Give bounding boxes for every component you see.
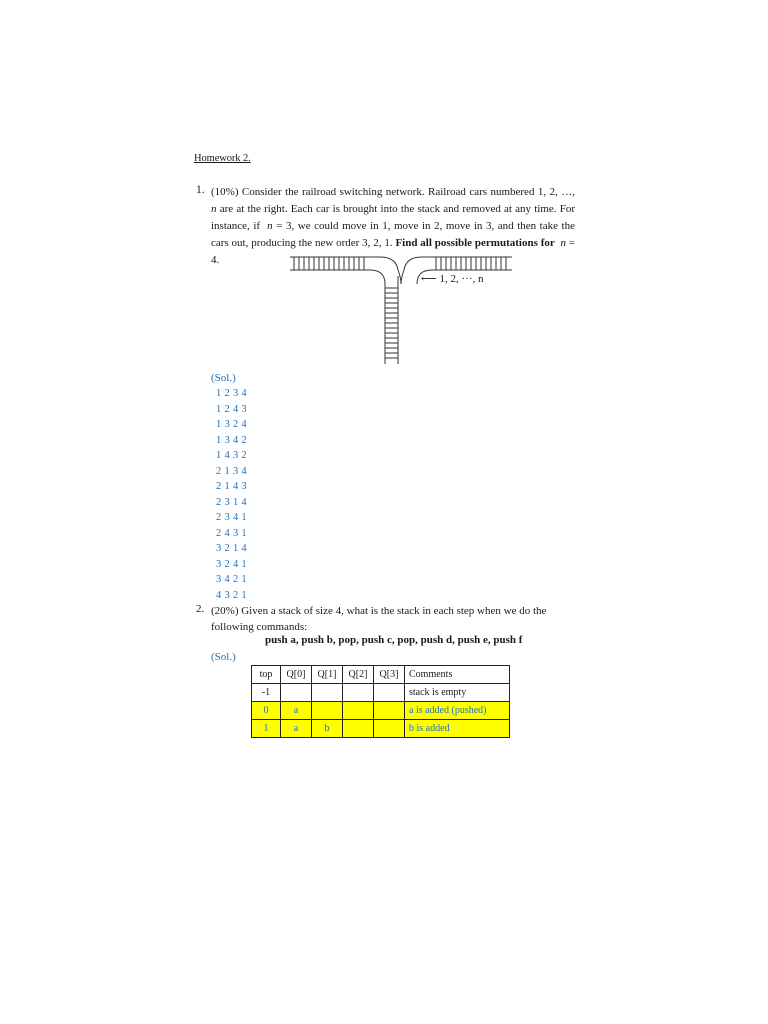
header-q1: Q[1] xyxy=(312,666,343,684)
permutation-item: 2 1 4 3 xyxy=(216,481,247,492)
header-q0: Q[0] xyxy=(281,666,312,684)
cell-q0: a xyxy=(281,720,312,738)
homework-title: Homework 2. xyxy=(194,153,251,164)
stack-track-ties xyxy=(385,288,398,358)
cell-q1 xyxy=(312,702,343,720)
permutation-item: 1 2 4 3 xyxy=(216,403,247,415)
permutation-item: 2 3 4 1 xyxy=(216,512,247,523)
right-track-ties xyxy=(436,257,506,270)
cell-q0 xyxy=(281,684,312,702)
question-1-number: 1. xyxy=(196,184,205,196)
cell-q2 xyxy=(343,720,374,738)
header-q3: Q[3] xyxy=(374,666,405,684)
header-top: top xyxy=(252,666,281,684)
stack-table-row xyxy=(252,684,510,702)
cell-top: 0 xyxy=(252,702,281,720)
permutation-item: 3 2 4 1 xyxy=(216,558,247,570)
cell-q3 xyxy=(374,702,405,720)
cell-top: -1 xyxy=(252,684,281,702)
stack-table-header-row xyxy=(252,666,510,684)
cell-comments: stack is empty xyxy=(405,684,510,702)
question-2-text: (20%) Given a stack of size 4, what is the stack in each step when we do the following commands: xyxy=(211,605,547,633)
stack-table-row xyxy=(252,702,510,720)
cell-q2 xyxy=(343,702,374,720)
permutation-item: 1 4 3 2 xyxy=(216,450,247,461)
permutation-item: 2 1 3 4 xyxy=(216,465,247,477)
cell-q1: b xyxy=(312,720,343,738)
permutation-item: 3 2 1 4 xyxy=(216,543,247,554)
solution-1-label: (Sol.) xyxy=(211,372,236,384)
cell-q2 xyxy=(343,684,374,702)
cell-comments: b is added xyxy=(405,720,510,738)
question-1-text: (10%) Consider the railroad switching network. Railroad cars numbered 1, 2, …, n are at the right. Each car is brought into the stack and removed at any time. For instance, if n = 3, we could move in 1, move in 2, move in 3, and then take the cars out, producing the new order 3, 2, 1. Find all possible permutations for n = 4. xyxy=(211,186,576,266)
stack-table-row xyxy=(252,720,510,738)
cell-top: 1 xyxy=(252,720,281,738)
header-comments: Comments xyxy=(405,666,510,684)
permutation-item: 1 3 4 2 xyxy=(216,434,247,446)
permutation-item: 1 3 2 4 xyxy=(216,419,247,430)
cell-q3 xyxy=(374,720,405,738)
cell-q3 xyxy=(374,684,405,702)
permutation-item: 1 2 3 4 xyxy=(216,388,247,399)
permutation-list xyxy=(216,386,247,603)
stack-track xyxy=(385,276,398,364)
cell-q0: a xyxy=(281,702,312,720)
permutation-item: 3 4 2 1 xyxy=(216,574,247,585)
left-track-ties xyxy=(294,257,364,270)
permutation-item: 2 3 1 4 xyxy=(216,496,247,508)
permutation-item: 2 4 3 1 xyxy=(216,527,247,539)
question-2-number: 2. xyxy=(196,603,205,615)
permutation-item: 4 3 2 1 xyxy=(216,589,247,601)
cell-q1 xyxy=(312,684,343,702)
railroad-switching-diagram xyxy=(286,252,516,366)
header-q2: Q[2] xyxy=(343,666,374,684)
stack-table xyxy=(251,665,510,738)
car-order-label: ⟵ 1, 2, ···, n xyxy=(421,273,484,285)
stack-commands: push a, push b, pop, push c, pop, push d, push e, push f xyxy=(265,634,523,646)
solution-2-label: (Sol.) xyxy=(211,651,236,663)
cell-comments: a is added (pushed) xyxy=(405,702,510,720)
